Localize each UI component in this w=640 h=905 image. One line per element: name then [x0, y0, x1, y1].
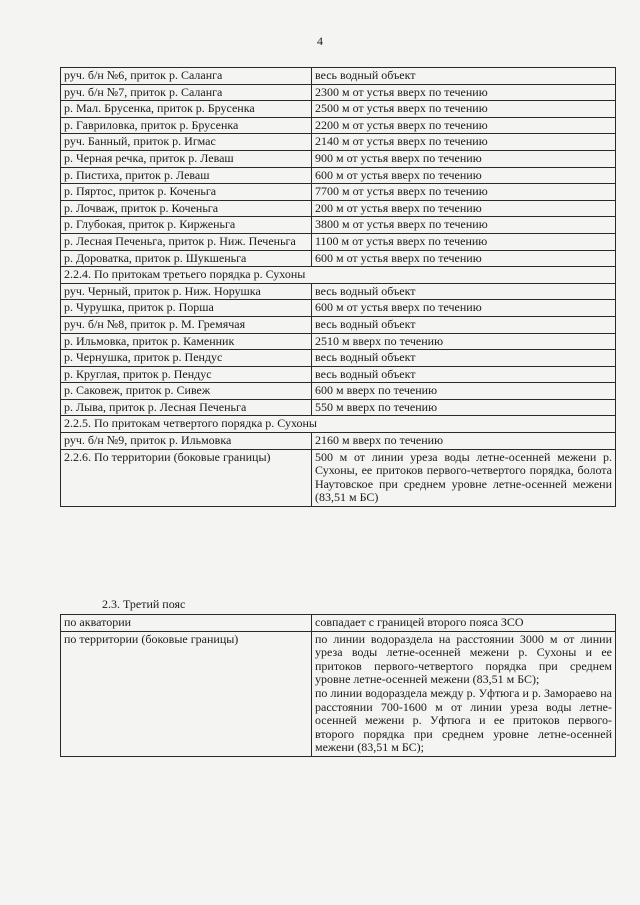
table-row: [61, 167, 616, 184]
boundary-cell: 2140 м от устья вверх по течению: [312, 134, 616, 151]
boundary-cell: весь водный объект: [312, 283, 616, 300]
sanitary-zone-table-third-belt: [60, 614, 616, 757]
water-body-cell: р. Черная речка, приток р. Леваш: [61, 150, 312, 167]
boundary-cell: 900 м от устья вверх по течению: [312, 150, 616, 167]
boundary-cell: 2510 м вверх по течению: [312, 333, 616, 350]
boundary-cell: 3800 м от устья вверх по течению: [312, 217, 616, 234]
table-row: [61, 350, 616, 367]
boundary-description-cell: [312, 631, 616, 756]
sanitary-zone-table-second-belt: [60, 67, 616, 507]
table-row: [61, 399, 616, 416]
water-body-cell: р. Глубокая, приток р. Кирженьга: [61, 217, 312, 234]
boundary-cell: весь водный объект: [312, 316, 616, 333]
section-row: [61, 416, 616, 433]
zone-area-cell: по территории (боковые границы): [61, 631, 312, 756]
boundary-cell: 7700 м от устья вверх по течению: [312, 184, 616, 201]
boundary-cell: весь водный объект: [312, 366, 616, 383]
table-row: [61, 631, 616, 756]
table-row: [61, 316, 616, 333]
table-row: [61, 200, 616, 217]
section-row: [61, 267, 616, 284]
water-body-cell: руч. Черный, приток р. Ниж. Норушка: [61, 283, 312, 300]
boundary-paragraph: по линии водораздела на расстоянии 3000 м от линии уреза воды летне-осенней межени р. Сухоны и ее притоков первого-четвертого порядка при среднем уровне летне-осенней межени (83,51 м БС);: [315, 631, 612, 687]
table-row: [61, 117, 616, 134]
boundary-cell: весь водный объект: [312, 68, 616, 85]
table-row: [61, 184, 616, 201]
water-body-cell: р. Гавриловка, приток р. Брусенка: [61, 117, 312, 134]
table-row: [61, 300, 616, 317]
water-body-cell: р. Лочваж, приток р. Коченьга: [61, 200, 312, 217]
table-row: [61, 250, 616, 267]
table-row: [61, 333, 616, 350]
water-body-cell: р. Пистиха, приток р. Леваш: [61, 167, 312, 184]
table-row: [61, 217, 616, 234]
table-row: [61, 150, 616, 167]
water-body-cell: р. Лесная Печеньга, приток р. Ниж. Печеньга: [61, 233, 312, 250]
water-body-cell: р. Ильмовка, приток р. Каменник: [61, 333, 312, 350]
boundary-cell: 600 м от устья вверх по течению: [312, 250, 616, 267]
table-row: [61, 615, 616, 632]
boundary-cell: 500 м от линии уреза воды летне-осенней межени р. Сухоны, ее притоков первого-четвертого порядка, болота Наутовское при среднем уровне летне-осенней межени (83,51 м БС): [312, 449, 616, 506]
water-body-cell: руч. б/н №7, приток р. Саланга: [61, 84, 312, 101]
table-row: [61, 383, 616, 400]
boundary-cell: 200 м от устья вверх по течению: [312, 200, 616, 217]
water-body-cell: р. Мал. Брусенка, приток р. Брусенка: [61, 101, 312, 118]
table-row: [61, 101, 616, 118]
water-body-cell: руч. б/н №8, приток р. М. Гремячая: [61, 316, 312, 333]
boundary-cell: 2500 м от устья вверх по течению: [312, 101, 616, 118]
water-body-cell: р. Чурушка, приток р. Порша: [61, 300, 312, 317]
boundary-cell: 600 м от устья вверх по течению: [312, 167, 616, 184]
boundary-cell: весь водный объект: [312, 350, 616, 367]
boundary-paragraph: совпадает с границей второго пояса ЗСО: [315, 615, 524, 629]
water-body-cell: руч. б/н №6, приток р. Саланга: [61, 68, 312, 85]
boundary-cell: 2160 м вверх по течению: [312, 433, 616, 450]
page-number: 4: [317, 34, 323, 48]
boundary-cell: 600 м от устья вверх по течению: [312, 300, 616, 317]
water-body-cell: руч. б/н №9, приток р. Ильмовка: [61, 433, 312, 450]
boundary-cell: 600 м вверх по течению: [312, 383, 616, 400]
table-row: [61, 134, 616, 151]
table-row: [61, 366, 616, 383]
table-row: [61, 283, 616, 300]
boundary-cell: 1100 м от устья вверх по течению: [312, 233, 616, 250]
boundary-paragraph: по линии водораздела между р. Уфтюга и р. Замораево на расстоянии 700-1600 м от линии уреза воды летне-осенней межени р. Уфтюга и ее притоков первого-второго порядка при среднем уровне летне-осенней межени (83,51 м БС);: [315, 685, 612, 755]
water-body-cell: р. Круглая, приток р. Пендус: [61, 366, 312, 383]
table-row: [61, 433, 616, 450]
water-body-cell: р. Пяртос, приток р. Коченьга: [61, 184, 312, 201]
table-row: [61, 233, 616, 250]
zone-area-cell: по акватории: [61, 615, 312, 632]
boundary-cell: 550 м вверх по течению: [312, 399, 616, 416]
table-row: [61, 84, 616, 101]
boundary-description-cell: [312, 615, 616, 632]
section-heading-third-belt: 2.3. Третий пояс: [102, 597, 186, 611]
boundary-cell: 2300 м от устья вверх по течению: [312, 84, 616, 101]
water-body-cell: руч. Банный, приток р. Игмас: [61, 134, 312, 151]
section-caption: 2.2.5. По притокам четвертого порядка р. Сухоны: [61, 416, 616, 433]
table-row: [61, 68, 616, 85]
section-caption: 2.2.4. По притокам третьего порядка р. Сухоны: [61, 267, 616, 284]
table-row: [61, 449, 616, 506]
water-body-cell: р. Лыва, приток р. Лесная Печеньга: [61, 399, 312, 416]
water-body-cell: 2.2.6. По территории (боковые границы): [61, 449, 312, 506]
water-body-cell: р. Саковеж, приток р. Сивеж: [61, 383, 312, 400]
boundary-cell: 2200 м от устья вверх по течению: [312, 117, 616, 134]
water-body-cell: р. Дороватка, приток р. Шукшеньга: [61, 250, 312, 267]
water-body-cell: р. Чернушка, приток р. Пендус: [61, 350, 312, 367]
